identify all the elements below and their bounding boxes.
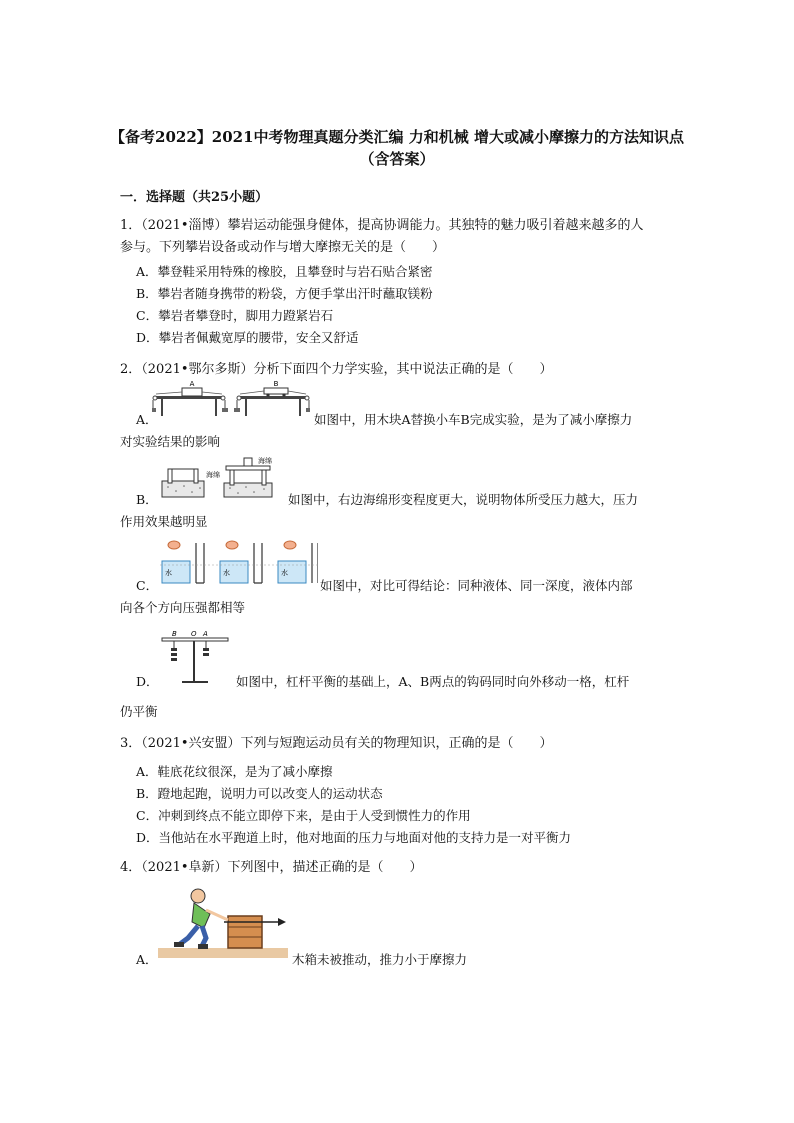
q1-option-c: C．攀岩者攀登时，脚用力蹬紧岩石 <box>136 308 334 323</box>
q2-c-water-label-3: 水 <box>281 569 288 577</box>
q2-option-b-text1: 如图中，右边海绵形变程度更大，说明物体所受压力越大，压力 <box>288 492 639 507</box>
q2-a-cart-label: B <box>273 380 279 388</box>
q2-option-a-text1: 如图中，用木块A替换小车B完成实验，是为了减小摩擦力 <box>314 412 633 427</box>
q2-a-table-right-top <box>240 396 306 399</box>
q2-d-label-a: A <box>203 630 208 638</box>
q4-a-person-head <box>191 889 205 903</box>
q2-option-c-label: C． <box>136 578 159 593</box>
document-title-line1: 【备考2022】2021中考物理真题分类汇编 力和机械 增大或减小摩擦力的方法知识点 <box>110 128 684 146</box>
section-heading: 一．选择题（共25小题） <box>120 190 269 205</box>
q2-option-a-label: A． <box>136 412 158 427</box>
q1-option-a: A．攀登鞋采用特殊的橡胶，且攀登时与岩石贴合紧密 <box>136 264 433 279</box>
q2-option-b-text2: 作用效果越明显 <box>120 514 208 529</box>
q1-option-b: B．攀岩者随身携带的粉袋，方便手掌出汗时蘸取镁粉 <box>136 286 433 301</box>
q3-option-a: A．鞋底花纹很深，是为了减小摩擦 <box>136 764 333 779</box>
q2-option-c-text1: 如图中，对比可得结论：同种液体、同一深度，液体内部 <box>320 578 633 593</box>
q2-option-c-text2: 向各个方向压强都相等 <box>120 600 246 615</box>
q3-option-c: C．冲刺到终点不能立即停下来，是由于人受到惯性力的作用 <box>136 808 471 823</box>
q1-stem-line2: 参与。下列攀岩设备或动作与增大摩擦无关的是（ ） <box>120 240 446 255</box>
q4-a-ground <box>158 948 288 958</box>
q2-c-water-label-2: 水 <box>223 569 230 577</box>
q2-a-block-label: A <box>189 380 195 388</box>
q2-c-figure <box>160 537 318 585</box>
q3-stem: 3．（2021•兴安盟）下列与短跑运动员有关的物理知识，正确的是（ ） <box>120 736 553 751</box>
q1-stem-line1: 1．（2021•淄博）攀岩运动能强身健体，提高协调能力。其独特的魅力吸引着越来越多的人 <box>120 218 644 233</box>
q3-option-d: D．当他站在水平跑道上时，他对地面的压力与地面对他的支持力是一对平衡力 <box>136 830 572 845</box>
q2-b-sponge-label: 海绵 <box>206 471 220 479</box>
q4-option-a-label: A． <box>136 952 158 967</box>
q2-stem: 2．（2021•鄂尔多斯）分析下面四个力学实验，其中说法正确的是（ ） <box>120 362 553 377</box>
q2-c-water-label-1: 水 <box>165 569 172 577</box>
q2-d-figure <box>160 628 230 688</box>
q2-option-b-label: B． <box>136 492 158 507</box>
q4-stem: 4．（2021•阜新）下列图中，描述正确的是（ ） <box>120 860 423 875</box>
q3-option-b: B．蹬地起跑，说明力可以改变人的运动状态 <box>136 786 383 801</box>
q2-option-d-label: D． <box>136 674 159 689</box>
q2-b-sponge-label-right: 海绵 <box>258 457 272 465</box>
document-title-line2: （含答案） <box>359 150 435 168</box>
q2-a-cart <box>264 388 288 394</box>
q2-d-label-b: B <box>172 630 177 638</box>
q2-option-a-text2: 对实验结果的影响 <box>120 434 221 449</box>
q1-option-d: D．攀岩者佩戴宽厚的腰带，安全又舒适 <box>136 330 359 345</box>
q4-a-person-shirt <box>192 903 210 928</box>
q2-option-d-text2: 仍平衡 <box>120 704 158 719</box>
q2-d-label-o: O <box>191 630 197 638</box>
q4-a-box <box>228 916 262 948</box>
q2-b-figure <box>160 455 286 507</box>
q2-option-d-text1: 如图中，杠杆平衡的基础上，A、B两点的钩码同时向外移动一格，杠杆 <box>236 674 630 689</box>
q2-d-lever-beam <box>162 638 228 641</box>
q2-a-block <box>182 388 202 396</box>
q4-a-figure <box>158 882 288 958</box>
q4-option-a-text: 木箱未被推动，推力小于摩擦力 <box>292 952 468 967</box>
q2-a-figure <box>152 376 310 418</box>
